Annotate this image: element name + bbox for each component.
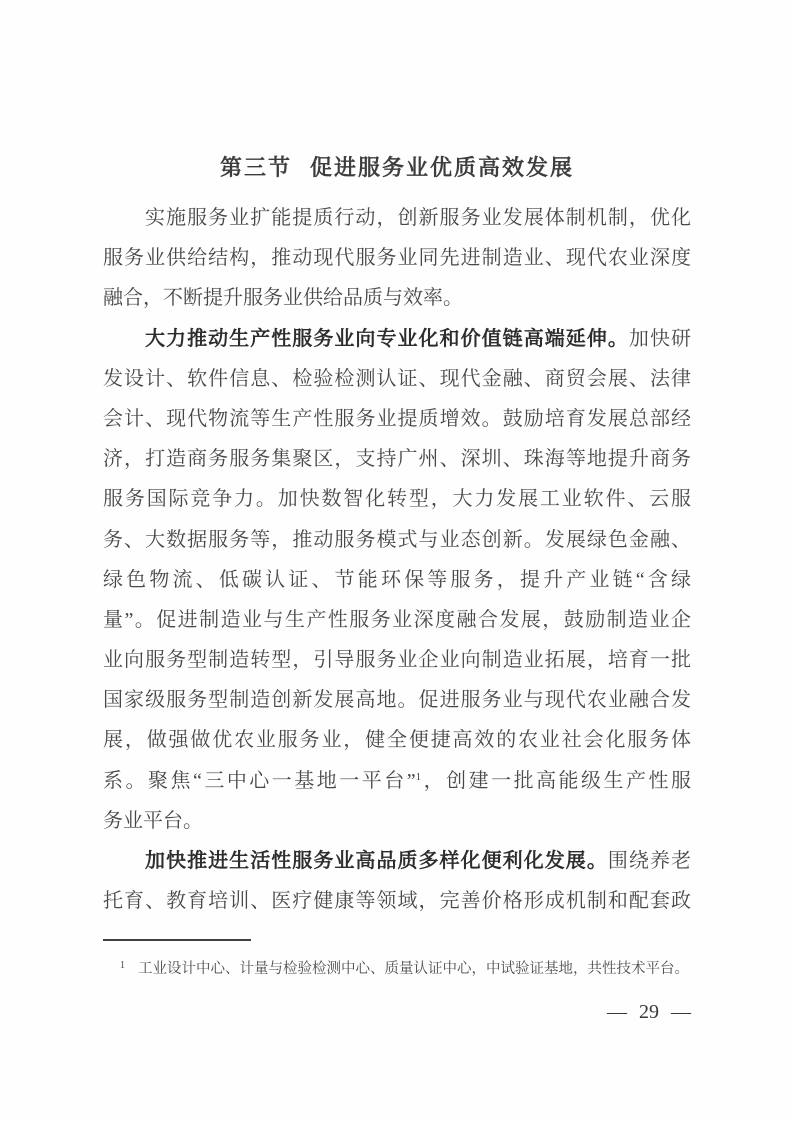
body-segment: 务业平台。 — [103, 809, 203, 832]
emphasis-text: 大力推动生产性服务业向专业化和价值链高端延伸。 — [145, 327, 629, 350]
text-line — [103, 520, 691, 560]
section-heading-text: 促进服务业优质高效发展 — [310, 155, 575, 180]
text-line — [103, 479, 691, 519]
body-segment: 围绕养老 — [607, 850, 692, 872]
text-line — [103, 680, 691, 720]
text-line — [103, 881, 691, 921]
emphasis-text: 加快推进生活性服务业高品质多样化便利化发展。 — [145, 850, 608, 872]
footnote-text: 工业设计中心、计量与检验检测中心、质量认证中心，中试验证基地，共性技术平台。 — [138, 961, 689, 977]
text-line — [103, 841, 691, 881]
section-title — [103, 152, 691, 184]
footnote-reference: 1 — [415, 770, 422, 783]
page-number — [103, 1000, 691, 1024]
page-number-dash-left: — — [607, 1001, 627, 1023]
body-text — [103, 198, 691, 921]
body-segment: 绿色物流、低碳认证、节能环保等服务，提升产业链“含绿 — [103, 568, 691, 591]
body-segment: 业向服务型制造转型，引导服务业企业向制造业拓展，培育一批 — [103, 649, 691, 672]
body-segment: ，创建一批高能级生产性服 — [421, 769, 692, 792]
body-segment: 济，打造商务服务集聚区，支持广州、深圳、珠海等地提升商务 — [103, 448, 691, 471]
footnote — [103, 958, 693, 980]
body-segment: 系。聚焦“三中心一基地一平台” — [103, 769, 416, 792]
body-segment: 务、大数据服务等，推动服务模式与业态创新。发展绿色金融、 — [103, 528, 691, 551]
footnote-divider — [103, 939, 251, 941]
body-segment: 发设计、软件信息、检验检测认证、现代金融、商贸会展、法律 — [103, 367, 691, 390]
body-segment: 实施服务业扩能提质行动，创新服务业发展体制机制，优化 — [145, 207, 691, 229]
page-number-value: 29 — [639, 1001, 659, 1023]
body-segment: 服务业供给结构，推动现代服务业同先进制造业、现代农业深度 — [103, 247, 691, 270]
page-number-dash-right: — — [671, 1001, 691, 1023]
body-segment: 展，做强做优农业服务业，健全便捷高效的农业社会化服务体 — [103, 729, 691, 752]
body-segment: 融合，不断提升服务业供给品质与效率。 — [103, 287, 463, 310]
text-line — [103, 801, 691, 841]
text-line — [103, 319, 691, 359]
text-line — [103, 640, 691, 680]
text-line — [103, 238, 691, 278]
body-segment: 量”。促进制造业与生产性服务业深度融合发展，鼓励制造业企 — [103, 608, 691, 631]
text-line — [103, 761, 691, 801]
text-line — [103, 720, 691, 760]
body-segment: 服务国际竞争力。加快数智化转型，大力发展工业软件、云服 — [103, 488, 691, 511]
section-number: 第三节 — [219, 155, 292, 180]
text-line — [103, 359, 691, 399]
text-line — [103, 399, 691, 439]
footnote-marker: 1 — [120, 960, 125, 971]
text-line — [103, 198, 691, 238]
body-segment: 国家级服务型制造创新发展高地。促进服务业与现代农业融合发 — [103, 689, 691, 712]
body-segment: 加快研 — [628, 327, 692, 350]
text-line — [103, 439, 691, 479]
text-line — [103, 560, 691, 600]
text-line — [103, 600, 691, 640]
body-segment: 会计、现代物流等生产性服务业提质增效。鼓励培育发展总部经 — [103, 407, 691, 430]
body-segment: 托育、教育培训、医疗健康等领域，完善价格形成机制和配套政 — [103, 890, 691, 913]
text-line — [103, 278, 691, 318]
